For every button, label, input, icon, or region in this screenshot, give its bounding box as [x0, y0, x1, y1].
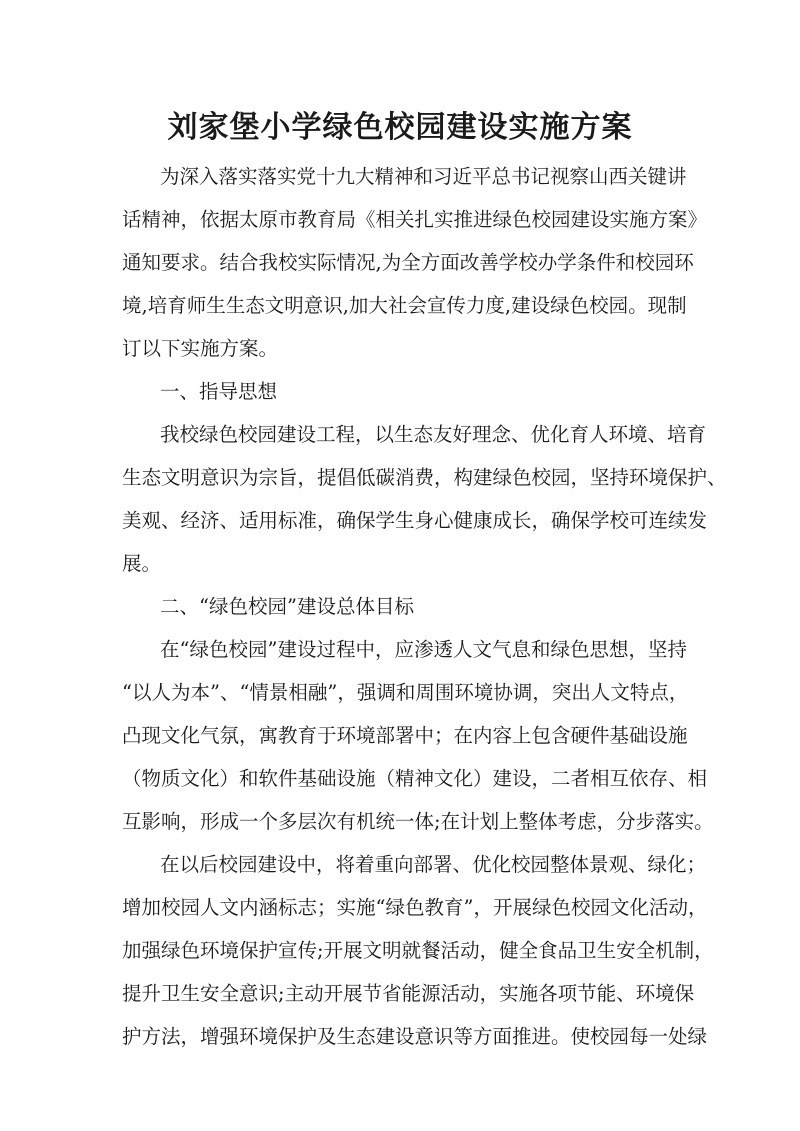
section-heading: 二、“绿色校园”建设总体目标 — [160, 595, 414, 618]
document-title: 刘家堡小学绿色校园建设实施方案 — [167, 110, 633, 145]
paragraph-line: 提升卫生安全意识;主动开展节省能源活动，实施各项节能、环境保 — [122, 982, 695, 1005]
paragraph-line: 加强绿色环境保护宣传;开展文明就餐活动，健全食品卫生安全机制， — [122, 939, 714, 962]
paragraph-line: 生态文明意识为宗旨，提倡低碳消费，构建绿色校园，坚持环境保护、 — [122, 466, 727, 489]
paragraph-line: 我校绿色校园建设工程，以生态友好理念、优化育人环境、培育 — [160, 423, 707, 446]
paragraph-line: 美观、经济、适用标准，确保学生身心健康成长，确保学校可连续发 — [122, 509, 708, 532]
section-heading: 一、指导思想 — [160, 380, 278, 403]
paragraph-line: 在以后校园建设中，将着重向部署、优化校园整体景观、绿化； — [160, 853, 707, 876]
paragraph-line: “以人为本”、“情景相融”，强调和周围环境协调，突出人文特点， — [122, 681, 689, 704]
paragraph-line: 互影响，形成一个多层次有机统一体;在计划上整体考虑，分步落实。 — [122, 810, 714, 833]
paragraph-line: 境,培育师生生态文明意识,加大社会宣传力度,建设绿色校园。现制 — [122, 294, 687, 317]
paragraph-line: 在“绿色校园”建设过程中，应渗透人文气息和绿色思想，坚持 — [160, 638, 687, 661]
paragraph-line: 为深入落实落实党十九大精神和习近平总书记视察山西关键讲 — [160, 165, 687, 188]
paragraph-line: 通知要求。结合我校实际情况,为全方面改善学校办学条件和校园环 — [122, 251, 694, 274]
paragraph-line: 增加校园人文内涵标志；实施“绿色教育”，开展绿色校园文化活动， — [122, 896, 708, 919]
paragraph-line: 凸现文化气氛，寓教育于环境部署中；在内容上包含硬件基础设施 — [122, 724, 688, 747]
paragraph-line: （物质文化）和软件基础设施（精神文化）建设，二者相互依存、相 — [122, 767, 708, 790]
paragraph-line: 订以下实施方案。 — [122, 337, 279, 360]
paragraph-line: 话精神，依据太原市教育局《相关扎实推进绿色校园建设实施方案》 — [122, 208, 708, 231]
paragraph-line: 展。 — [122, 552, 162, 575]
paragraph-line: 护方法，增强环境保护及生态建设意识等方面推进。使校园每一处绿 — [122, 1025, 708, 1048]
